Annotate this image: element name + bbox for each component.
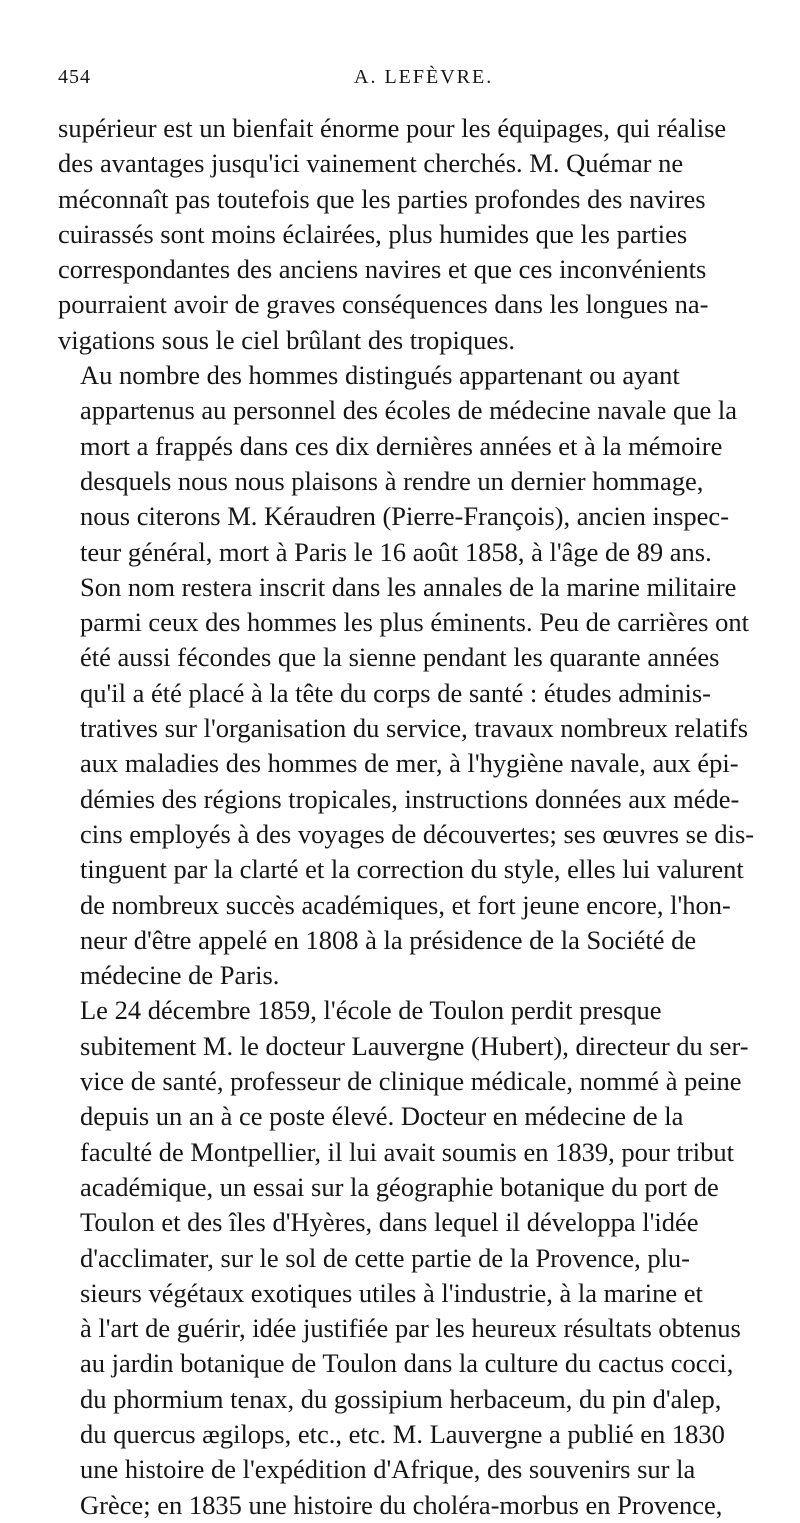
text-line: parmi ceux des hommes les plus éminents. Peu de carrières ont [80,607,749,638]
text-line: du phormium tenax, du gossipium herbaceum, du pin d'alep, [80,1383,722,1414]
page-number: 454 [58,66,91,88]
paragraph-3 [58,993,770,1522]
text-line: cins employés à des voyages de découvertes; ses œuvres se dis- [80,818,755,849]
text-line: du quercus ægilops, etc., etc. M. Lauvergne a publié en 1830 [80,1418,725,1449]
text-line: Au nombre des hommes distingués appartenant ou ayant [80,360,680,391]
text-line: aux maladies des hommes de mer, à l'hygiène navale, aux épi- [80,748,739,779]
text-line: méconnaît pas toutefois que les parties profondes des navires [58,183,706,214]
text-line: desquels nous nous plaisons à rendre un dernier hommage, [80,465,704,496]
text-line: subitement M. le docteur Lauvergne (Hubert), directeur du ser- [80,1030,749,1061]
text-line: correspondantes des anciens navires et que ces inconvénients [58,254,707,285]
text-line: Grèce; en 1835 une histoire du choléra-morbus en Provence, [80,1489,723,1520]
text-line: pourraient avoir de graves conséquences dans les longues na- [58,289,709,320]
text-line: teur général, mort à Paris le 16 août 1858, à l'âge de 89 ans. [80,536,712,567]
text-line: Son nom restera inscrit dans les annales de la marine militaire [80,571,737,602]
text-line: depuis un an à ce poste élevé. Docteur en médecine de la [80,1101,684,1132]
text-line: cuirassés sont moins éclairées, plus humides que les parties [58,218,688,249]
running-header [58,66,768,96]
text-line: été aussi fécondes que la sienne pendant les quarante années [80,642,720,673]
text-line: faculté de Montpellier, il lui avait soumis en 1839, pour tribut [80,1136,734,1167]
paragraph-1 [58,111,770,358]
body-text [58,111,770,1523]
text-line: mort a frappés dans ces dix dernières années et à la mémoire [80,430,723,461]
text-line: supérieur est un bienfait énorme pour les équipages, qui réalise [58,113,727,143]
text-line: Toulon et des îles d'Hyères, dans lequel il développa l'idée [80,1207,699,1238]
text-line: qu'il a été placé à la tête du corps de santé : études adminis- [80,677,711,708]
text-line: Le 24 décembre 1859, l'école de Toulon perdit presque [80,995,662,1026]
text-line: nous citerons M. Kéraudren (Pierre-François), ancien inspec- [80,501,730,532]
text-line: appartenus au personnel des écoles de médecine navale que la [80,395,738,426]
text-line: médecine de Paris. [80,960,280,991]
text-line: vice de santé, professeur de clinique médicale, nommé à peine [80,1066,742,1097]
text-line: académique, un essai sur la géographie botanique du port de [80,1171,719,1202]
text-line: à l'art de guérir, idée justifiée par les heureux résultats obtenus [80,1313,741,1344]
text-line: démies des régions tropicales, instructions données aux méde- [80,783,740,814]
text-line: des avantages jusqu'ici vainement cherchés. M. Quémar ne [58,148,684,179]
text-line: vigations sous le ciel brûlant des tropiques. [58,324,516,355]
text-line: d'acclimater, sur le sol de cette partie de la Provence, plu- [80,1242,691,1273]
paragraph-2 [58,358,770,993]
running-head-title: A. LEFÈVRE. [354,66,494,88]
text-line: sieurs végétaux exotiques utiles à l'industrie, à la marine et [80,1277,703,1308]
text-line: au jardin botanique de Toulon dans la culture du cactus cocci, [80,1348,734,1379]
text-line: de nombreux succès académiques, et fort jeune encore, l'hon- [80,889,731,920]
text-line: tratives sur l'organisation du service, travaux nombreux relatifs [80,713,749,744]
text-line: neur d'être appelé en 1808 à la présidence de la Société de [80,924,697,955]
text-line: une histoire de l'expédition d'Afrique, des souvenirs sur la [80,1454,696,1485]
text-line: tinguent par la clarté et la correction du style, elles lui valurent [80,854,744,885]
